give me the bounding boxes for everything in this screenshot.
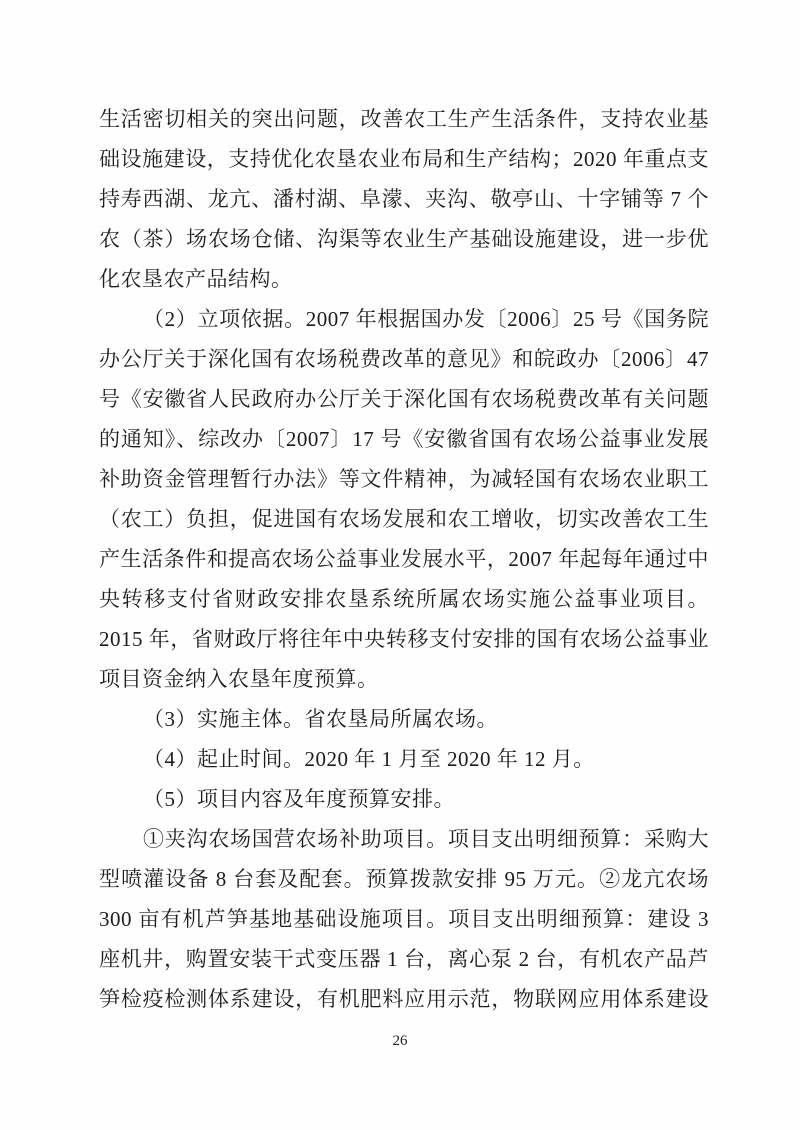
document-text-line: 补助资金管理暂行办法》等文件精神，为减轻国有农场农业职工 xyxy=(99,467,709,491)
document-text-line: 2015 年，省财政厅将往年中央转移支付安排的国有农场公益事业 xyxy=(99,627,709,651)
document-text-line: 农（茶）场农场仓储、沟渠等农业生产基础设施建设，进一步优 xyxy=(99,227,709,251)
document-body xyxy=(99,99,709,1019)
document-text-line: （4）起止时间。2020 年 1 月至 2020 年 12 月。 xyxy=(143,747,595,771)
document-text-line: 生活密切相关的突出问题，改善农工生产生活条件，支持农业基 xyxy=(99,107,709,131)
document-text-line: 座机井，购置安装干式变压器 1 台，离心泵 2 台，有机农产品芦 xyxy=(99,947,709,971)
document-text-line: 的通知》、综改办〔2007〕17 号《安徽省国有农场公益事业发展 xyxy=(99,427,709,451)
document-text-line: 产生活条件和提高农场公益事业发展水平，2007 年起每年通过中 xyxy=(99,547,709,571)
document-text-line: 央转移支付省财政安排农垦系统所属农场实施公益事业项目。 xyxy=(99,587,709,611)
document-text-line: 型喷灌设备 8 台套及配套。预算拨款安排 95 万元。②龙亢农场 xyxy=(99,867,709,891)
document-text-line: 项目资金纳入农垦年度预算。 xyxy=(99,667,379,691)
document-text-line: （2）立项依据。2007 年根据国办发〔2006〕25 号《国务院 xyxy=(143,307,709,331)
document-text-line: 础设施建设，支持优化农垦农业布局和生产结构；2020 年重点支 xyxy=(99,147,709,171)
document-text-line: 300 亩有机芦笋基地基础设施项目。项目支出明细预算：建设 3 xyxy=(99,907,709,931)
document-text-line: 号《安徽省人民政府办公厅关于深化国有农场税费改革有关问题 xyxy=(99,387,709,411)
document-text-line: （3）实施主体。省农垦局所属农场。 xyxy=(143,707,498,731)
document-text-line: 笋检疫检测体系建设，有机肥料应用示范，物联网应用体系建设 xyxy=(99,987,709,1011)
document-text-line: 办公厅关于深化国有农场税费改革的意见》和皖政办〔2006〕47 xyxy=(99,347,709,371)
document-text-line: （5）项目内容及年度预算安排。 xyxy=(143,787,455,811)
document-text-line: 化农垦农产品结构。 xyxy=(99,267,293,291)
page-number: 26 xyxy=(392,1033,408,1049)
document-text-line: ①夹沟农场国营农场补助项目。项目支出明细预算：采购大 xyxy=(143,827,709,851)
document-text-line: 持寿西湖、龙亢、潘村湖、阜濛、夹沟、敬亭山、十字铺等 7 个 xyxy=(99,187,709,211)
document-text-line: （农工）负担，促进国有农场发展和农工增收，切实改善农工生 xyxy=(99,507,709,531)
